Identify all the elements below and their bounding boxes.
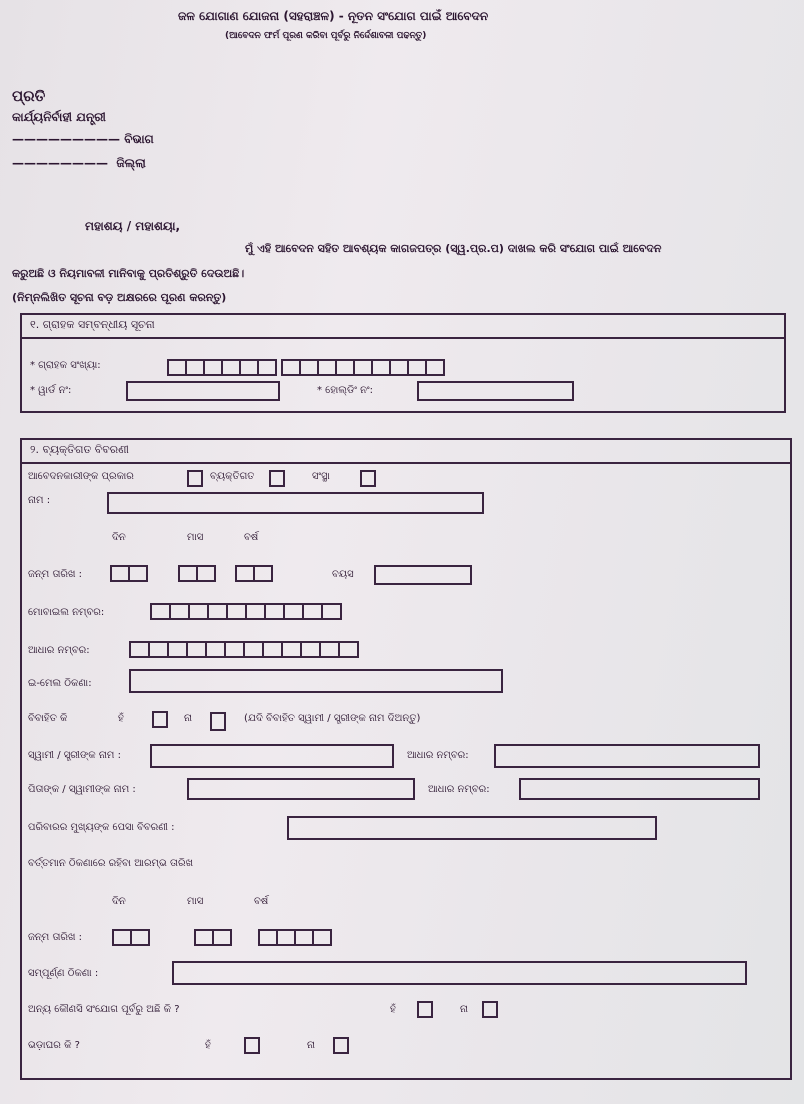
address-officer: କାର୍ଯ୍ୟନିର୍ବାହୀ ଯନ୍ତ୍ରୀ	[12, 110, 106, 124]
occupation-input[interactable]	[287, 816, 657, 840]
date-day-boxes[interactable]	[112, 929, 148, 946]
year2-label: ବର୍ଷ	[254, 896, 269, 907]
age-input[interactable]	[374, 565, 472, 585]
ward-no-input[interactable]	[126, 381, 280, 401]
father-aadhaar-label: ଆଧାର ନମ୍ବର:	[428, 784, 490, 795]
day2-label: ଦିନ	[112, 896, 126, 907]
q1-yes-label: ହଁ	[390, 1004, 396, 1015]
applicant-type-label: ଆବେଦନକାରୀଙ୍କ ପ୍ରକାର	[28, 471, 134, 482]
dob-year-boxes[interactable]	[235, 565, 271, 582]
married-yes-checkbox[interactable]	[152, 711, 168, 728]
opt2-label: ସଂସ୍ଥା	[312, 471, 330, 482]
address-to: ପ୍ରତି	[12, 87, 46, 105]
address-district: ଜିଲ୍ଲା	[116, 156, 146, 170]
q2-no-checkbox[interactable]	[333, 1037, 349, 1054]
spouse-aadhaar-label: ଆଧାର ନମ୍ବର:	[407, 750, 469, 761]
q1-yes-checkbox[interactable]	[417, 1001, 433, 1018]
married-yes-label: ହଁ	[118, 713, 124, 724]
married-no-label: ନା	[184, 713, 193, 724]
mobile-label: ମୋବାଇଲ ନମ୍ବର:	[28, 607, 105, 618]
consumer-no-boxes[interactable]	[167, 359, 443, 376]
age-label: ବୟସ	[332, 569, 354, 580]
opt1-label: ବ୍ୟକ୍ତିଗତ	[210, 471, 255, 482]
occupation-label: ପରିବାରର ମୁଖ୍ୟଙ୍କ ପେସା ବିବରଣୀ :	[28, 822, 175, 833]
married-no-checkbox[interactable]	[210, 712, 226, 731]
address-label: ସମ୍ପୂର୍ଣ୍ଣ ଠିକଣା :	[28, 968, 99, 979]
applicant-type-checkbox-1[interactable]	[187, 470, 203, 487]
q2-no-label: ନା	[307, 1040, 316, 1051]
q1-no-checkbox[interactable]	[482, 1001, 498, 1018]
dob-month-boxes[interactable]	[178, 565, 214, 582]
q2-yes-checkbox[interactable]	[244, 1037, 260, 1054]
address-input[interactable]	[172, 961, 747, 985]
applicant-type-checkbox-3[interactable]	[360, 470, 376, 487]
dob-label: ଜନ୍ମ ତାରିଖ :	[28, 569, 83, 580]
letter-line-3: (ନିମ୍ନଲିଖିତ ସୂଚନା ବଡ଼ ଅକ୍ଷରରେ ପୂରଣ କରନ୍ତୁ)	[12, 291, 227, 304]
ward-no-label: * ୱାର୍ଡ ନଂ:	[30, 385, 72, 396]
section-consumer-info	[20, 313, 786, 413]
date-label: ଜନ୍ମ ତାରିଖ :	[28, 932, 83, 943]
salutation: ମହାଶୟ / ମହାଶୟା,	[85, 219, 181, 233]
year-label: ବର୍ଷ	[244, 532, 259, 543]
section-personal-details	[20, 438, 792, 1080]
address-division: ବିଭାଗ	[124, 132, 154, 146]
question-2-label: ଭଡ଼ାଘର କି ?	[28, 1040, 80, 1051]
email-input[interactable]	[129, 669, 503, 693]
month2-label: ମାସ	[187, 896, 204, 907]
mobile-boxes[interactable]	[150, 603, 340, 620]
father-aadhaar-input[interactable]	[519, 778, 760, 800]
section-1-title: ୧. ଗ୍ରାହକ ସମ୍ବନ୍ଧୀୟ ସୂଚନା	[22, 315, 784, 339]
q2-yes-label: ହଁ	[205, 1040, 211, 1051]
spouse-aadhaar-input[interactable]	[494, 744, 760, 768]
spouse-input[interactable]	[150, 744, 394, 768]
married-note: (ଯଦି ବିବାହିତ ସ୍ୱାମୀ / ସ୍ତ୍ରୀଙ୍କ ନାମ ଦିଅନ୍ତୁ)	[244, 713, 421, 724]
q1-no-label: ନା	[460, 1004, 469, 1015]
residence-label: ବର୍ତ୍ତମାନ ଠିକଣାରେ ରହିବା ଆରମ୍ଭ ତାରିଖ	[28, 858, 194, 869]
form-title: ଜଳ ଯୋଗାଣ ଯୋଜନା (ସହରାଞ୍ଚଳ) - ନୂତନ ସଂଯୋଗ ପାଇଁ ଆବେଦନ	[178, 9, 489, 23]
name-label: ନାମ :	[28, 495, 51, 506]
letter-line-2: କରୁଅଛି ଓ ନିୟମାବଳୀ ମାନିବାକୁ ପ୍ରତିଶ୍ରୁତି ଦେଉଅଛି।	[12, 267, 245, 280]
section-2-title: ୨. ବ୍ୟକ୍ତିଗତ ବିବରଣୀ	[22, 440, 790, 464]
month-label: ମାସ	[187, 532, 204, 543]
father-input[interactable]	[187, 778, 415, 800]
date-year-boxes[interactable]	[258, 929, 330, 946]
married-label: ବିବାହିତ କି	[28, 713, 68, 724]
spouse-label: ସ୍ୱାମୀ / ସ୍ତ୍ରୀଙ୍କ ନାମ :	[28, 750, 121, 761]
question-1-label: ଅନ୍ୟ କୌଣସି ସଂଯୋଗ ପୂର୍ବରୁ ଅଛି କି ?	[28, 1004, 180, 1015]
form-subtitle: (ଆବେଦନ ଫର୍ମ ପୂରଣ କରିବା ପୂର୍ବରୁ ନିର୍ଦ୍ଦେଶାବଳୀ ପଢନ୍ତୁ)	[225, 31, 427, 41]
date-month-boxes[interactable]	[194, 929, 230, 946]
applicant-type-checkbox-2[interactable]	[269, 470, 285, 487]
holding-no-label: * ହୋଲ୍ଡିଂ ନଂ:	[317, 385, 373, 396]
dob-day-boxes[interactable]	[110, 565, 146, 582]
name-input[interactable]	[107, 492, 484, 514]
aadhaar-label: ଆଧାର ନମ୍ବର:	[28, 645, 90, 656]
consumer-no-label: * ଗ୍ରାହକ ସଂଖ୍ୟା:	[30, 360, 101, 371]
day-label: ଦିନ	[112, 532, 126, 543]
holding-no-input[interactable]	[417, 381, 574, 401]
email-label: ଇ-ମେଲ ଠିକଣା:	[28, 678, 92, 689]
letter-line-1: ମୁଁ ଏହି ଆବେଦନ ସହିତ ଆବଶ୍ୟକ କାଗଜପତ୍ର (ସ୍ୱ.ପ୍ର.ପ) ଦାଖଲ କରି ସଂଯୋଗ ପାଇଁ ଆବେଦନ	[245, 242, 662, 255]
aadhaar-boxes[interactable]	[129, 641, 357, 658]
father-label: ପିତାଙ୍କ / ସ୍ୱାମୀଙ୍କ ନାମ :	[28, 784, 136, 795]
